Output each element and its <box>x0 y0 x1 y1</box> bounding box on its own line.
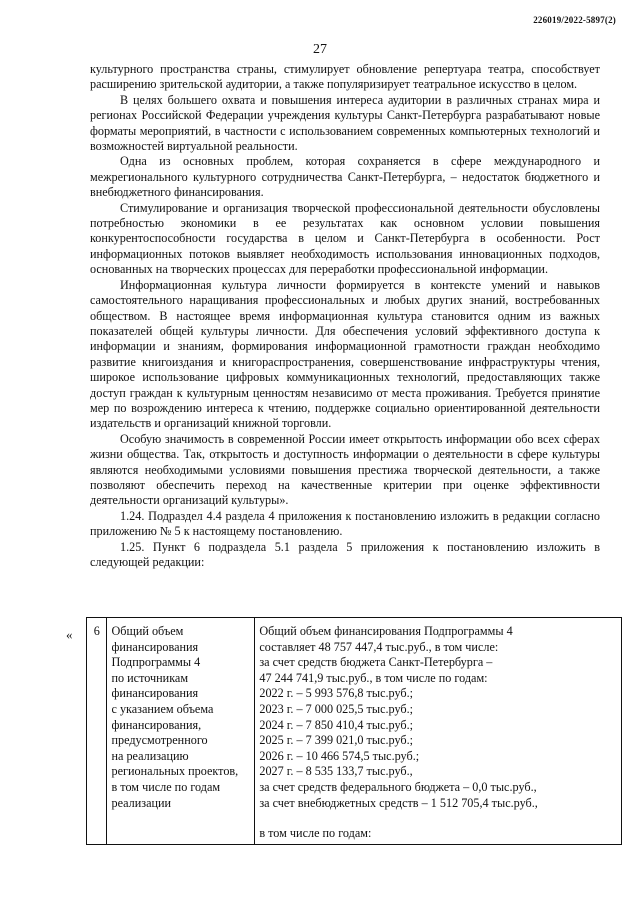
value-line: за счет внебюджетных средств – 1 512 705,4 тыс.руб., <box>259 795 538 810</box>
page-number: 27 <box>313 42 327 57</box>
row-number-cell: 6 <box>87 618 107 845</box>
label-line: с указанием объема <box>111 701 214 716</box>
value-line: Общий объем финансирования Подпрограммы 4 <box>259 624 513 638</box>
value-line: 2025 г. – 7 399 021,0 тыс.руб.; <box>259 733 414 748</box>
table-row <box>87 618 622 845</box>
paragraph: Одна из основных проблем, которая сохраняется в сфере международного и межрегионального культурного сотрудничества Санкт-Петербурга, – недостаток бюджетного и внебюджетного финансирования. <box>90 154 600 200</box>
label-cell <box>107 618 255 845</box>
label-line: финансирования, <box>111 717 202 732</box>
paragraph: Стимулирование и организация творческой профессиональной деятельности обусловлены потребностью экономики в ее результатах как основном условии повышения конкурентоспособности государства в целом и Санкт-Петербурга в особенности. Рост информационных потоков выявляет необходимость использования инновационных подходов, основанных на творческих процессах для переработки профессиональной информации. <box>90 200 600 277</box>
label-line: региональных проектов, <box>111 764 239 779</box>
label-line: Общий объем <box>111 624 184 638</box>
label-line: Подпрограммы 4 <box>111 655 201 670</box>
label-line: по источникам <box>111 670 189 685</box>
body-text <box>90 62 600 570</box>
paragraph: В целях большего охвата и повышения интереса аудитории в различных странах мира и регионах Российской Федерации учреждения культуры Санкт-Петербурга разрабатывают новые форматы мероприятий, в частности с использованием современных компьютерных технологий и возможностей виртуальной реальности. <box>90 92 600 154</box>
paragraph: Особую значимость в современной России имеет открытость информации обо всех сферах жизни общества. Так, открытость и доступность информации о деятельности в сфере культуры являются необходимыми условиями повышения престижа творческой деятельности, а также позволяют обеспечить переход на качественные критерии при оценке эффективности деятельности организаций культуры». <box>90 431 600 508</box>
value-line: 2023 г. – 7 000 025,5 тыс.руб.; <box>259 701 414 716</box>
value-line: 2024 г. – 7 850 410,4 тыс.руб.; <box>259 717 414 732</box>
document-id: 226019/2022-5897(2) <box>533 15 616 25</box>
label-line: финансирования <box>111 686 199 701</box>
label-line: предусмотренного <box>111 733 208 748</box>
value-line: 2026 г. – 10 466 574,5 тыс.руб.; <box>259 748 420 763</box>
value-cell <box>255 618 622 845</box>
label-line: в том числе по годам <box>111 779 221 794</box>
value-line: в том числе по годам: <box>259 826 372 841</box>
value-line: составляет 48 757 447,4 тыс.руб., в том числе: <box>259 639 499 654</box>
value-line-blank <box>259 811 617 826</box>
value-line: за счет средств федерального бюджета – 0,0 тыс.руб., <box>259 779 537 794</box>
value-line: за счет средств бюджета Санкт-Петербурга – <box>259 655 493 670</box>
paragraph: культурного пространства страны, стимулирует обновление репертуара театра, способствует расширению зрительской аудитории, а также популяризирует театральное искусство в целом. <box>90 62 600 92</box>
value-line: 47 244 741,9 тыс.руб., в том числе по годам: <box>259 670 488 685</box>
label-line: финансирования <box>111 639 199 654</box>
paragraph: Информационная культура личности формируется в контексте умений и навыков самостоятельного наращивания профессиональных и любых других знаний, востребованных обществом. В настоящее время информационная культура становится одним из важных показателей общей культуры личности. Для обеспечения условий эффективного доступа к информации и знаниям, формирования информационной грамотности граждан необходимо развитие книгоиздания и книгораспространения, совершенствование инфраструктуры чтения, широкое использование цифровых коммуникационных технологий, предоставляющих также доступ граждан к культурным ценностям независимо от места проживания. Требуется принятие мер по возрождению интереса к чтению, поддержке социально ориентированной деятельности издательств и организаций книжной торговли. <box>90 277 600 431</box>
value-line: 2027 г. – 8 535 133,7 тыс.руб., <box>259 764 413 779</box>
opening-quote-mark: « <box>66 627 73 642</box>
value-line: 2022 г. – 5 993 576,8 тыс.руб.; <box>259 686 414 701</box>
label-line: реализации <box>111 795 172 810</box>
paragraph: 1.24. Подраздел 4.4 раздела 4 приложения к постановлению изложить в редакции согласно приложению № 5 к настоящему постановлению. <box>90 508 600 539</box>
label-line: на реализацию <box>111 748 189 763</box>
paragraph: 1.25. Пункт 6 подраздела 5.1 раздела 5 приложения к постановлению изложить в следующей редакции: <box>90 539 600 569</box>
financing-table <box>86 617 622 845</box>
